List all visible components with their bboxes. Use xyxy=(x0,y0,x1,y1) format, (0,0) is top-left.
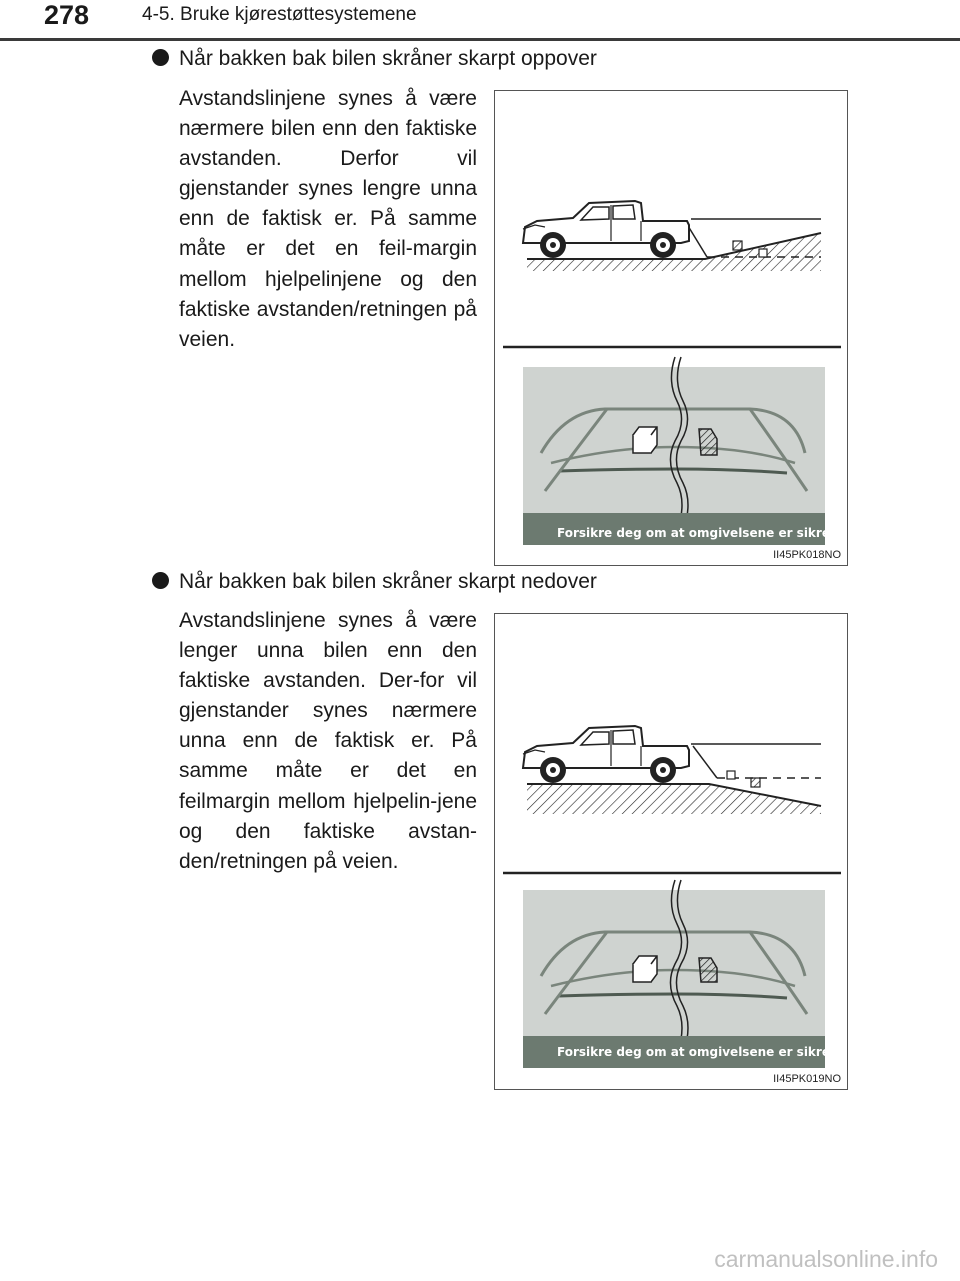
figure-code: II45PK018NO xyxy=(773,549,841,561)
bullet-icon xyxy=(152,572,169,589)
figure-code: II45PK019NO xyxy=(773,1073,841,1085)
heading-text: Når bakken bak bilen skråner skarpt nedover xyxy=(179,570,597,593)
figure-downhill xyxy=(494,613,848,1090)
illustration-uphill xyxy=(495,91,849,567)
header-bar xyxy=(0,0,960,41)
page-number: 278 xyxy=(44,0,90,30)
figure-uphill xyxy=(494,90,848,566)
illustration-downhill xyxy=(495,614,849,1091)
bullet-heading-uphill xyxy=(152,47,597,71)
bullet-heading-downhill xyxy=(152,570,597,594)
heading-text: Når bakken bak bilen skråner skarpt oppover xyxy=(179,47,597,70)
body-text-downhill: Avstandslinjene synes å være lenger unna bilen enn den faktiske avstanden. Der-for vil gjenstander synes nærmere unna enn de faktisk er. På samme måte er det en feilmargin mellom hjelpelin-jene og den faktiske avstan-den/retningen på veien. xyxy=(179,609,477,873)
camera-caption: Forsikre deg om at omgivelsene er sikre. xyxy=(557,1045,835,1059)
body-text-uphill: Avstandslinjene synes å være nærmere bilen enn den faktiske avstanden. Derfor vil gjenstander synes lengre unna enn de faktisk er. På samme måte er det en feil-margin mellom hjelpelinjene og den faktiske avstanden/retningen på veien. xyxy=(179,87,477,351)
bullet-icon xyxy=(152,49,169,66)
camera-caption: Forsikre deg om at omgivelsene er sikre. xyxy=(557,526,835,540)
watermark: carmanualsonline.info xyxy=(714,1246,938,1272)
section-title: 4-5. Bruke kjørestøttesystemene xyxy=(142,4,417,25)
